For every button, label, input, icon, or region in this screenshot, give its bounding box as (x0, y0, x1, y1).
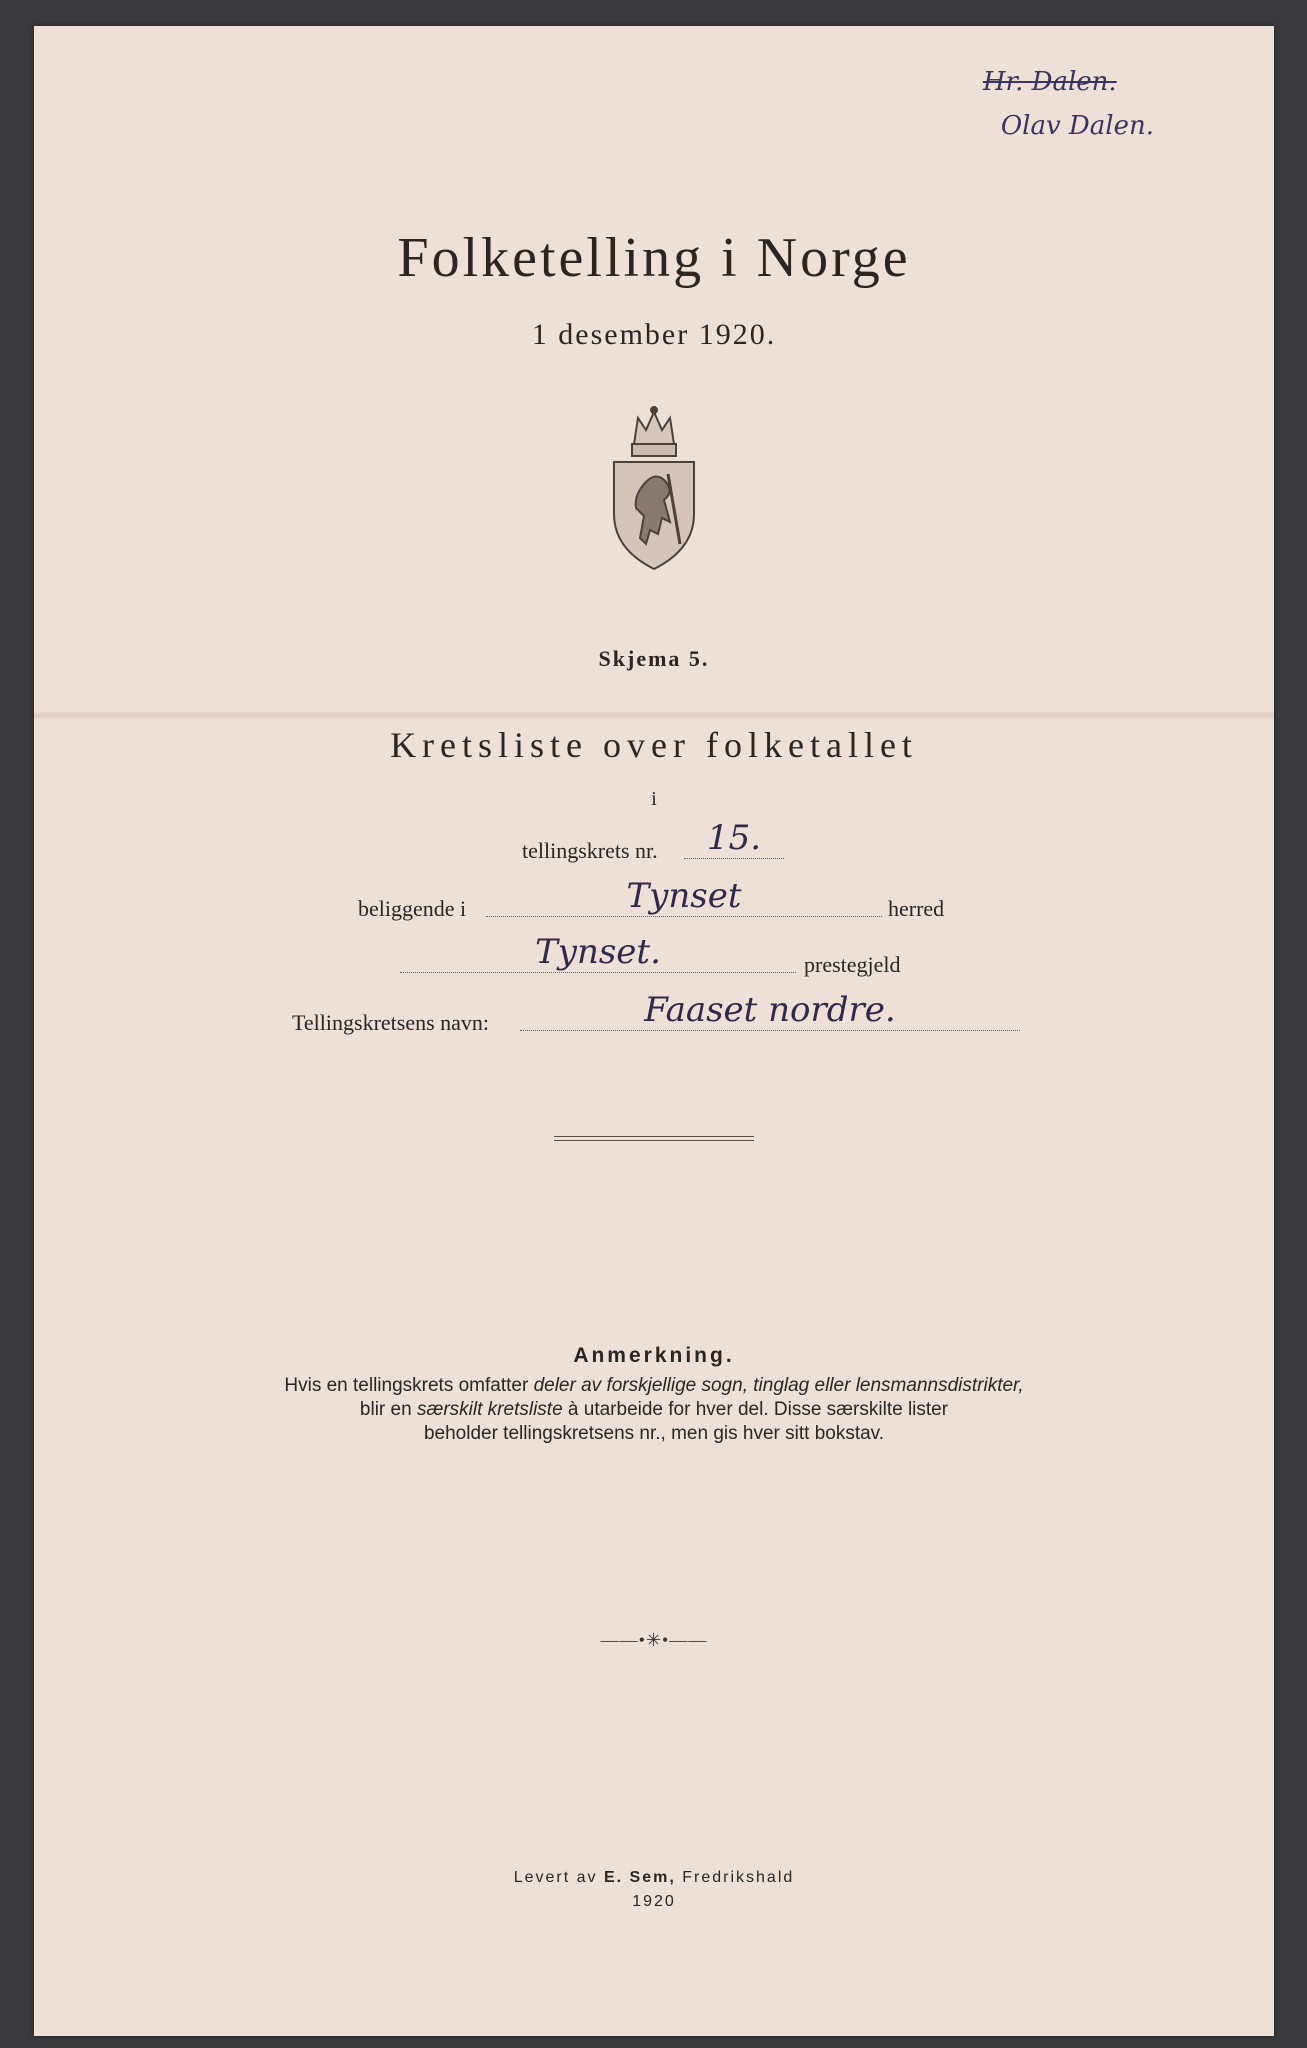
remark-title: Anmerkning. (573, 1344, 735, 1367)
printer-line (34, 1866, 1274, 1890)
current-name: Olav Dalen. (1000, 111, 1154, 141)
herred-label: herred (888, 896, 945, 921)
remark-line-2-b: særskilt kretsliste (416, 1399, 563, 1420)
census-date: 1 desember 1920. (531, 318, 777, 351)
printer-place: Fredrikshald (675, 1869, 795, 1886)
krets-number-field[interactable]: 15. (684, 818, 784, 859)
printer-name: E. Sem, (603, 1869, 676, 1886)
navn-label: Tellingskretsens navn: (292, 1010, 490, 1035)
krets-label: tellingskrets nr. (522, 838, 658, 863)
printer-prefix: Levert av (513, 1869, 604, 1886)
printer-year: 1920 (632, 1893, 676, 1910)
ornament-divider-icon: ——•✳•—— (600, 1630, 708, 1650)
remark-line-2-c: à utarbeide for hver del. Disse særskilte lister (562, 1399, 949, 1420)
remark-line-2 (34, 1398, 1274, 1422)
paper-fold (34, 712, 1274, 720)
remark-line-2-a: blir en (359, 1399, 417, 1420)
separator-rule (554, 1136, 754, 1137)
remark-line-3: beholder tellingskretsens nr., men gis hver sitt bokstav. (423, 1423, 885, 1444)
schema-label: Skjema 5. (598, 646, 710, 671)
corner-handwritten-note (983, 60, 1154, 148)
remark-line-1 (34, 1374, 1274, 1398)
coat-of-arms-icon (604, 404, 704, 574)
prestegjeld-field[interactable]: Tynset. (400, 932, 796, 973)
remark-line-1-a: Hvis en tellingskrets omfatter (284, 1375, 534, 1396)
remark-text (34, 1374, 1274, 1446)
census-form-page (34, 26, 1274, 2036)
separator-rule-lower (554, 1140, 754, 1141)
form-heading: Kretsliste over folketallet (390, 725, 918, 765)
connector-i: i (651, 788, 657, 810)
navn-field[interactable]: Faaset nordre. (520, 990, 1020, 1031)
herred-field[interactable]: Tynset (486, 876, 882, 917)
printer-credit (34, 1866, 1274, 1914)
prestegjeld-label: prestegjeld (804, 952, 901, 977)
struck-name: Hr. Dalen. (982, 67, 1117, 97)
remark-line-1-b: deler av forskjellige sogn, tinglag eller lensmannsdistrikter, (533, 1375, 1024, 1396)
page-title: Folketelling i Norge (397, 227, 911, 289)
beliggende-label: beliggende i (358, 896, 467, 921)
